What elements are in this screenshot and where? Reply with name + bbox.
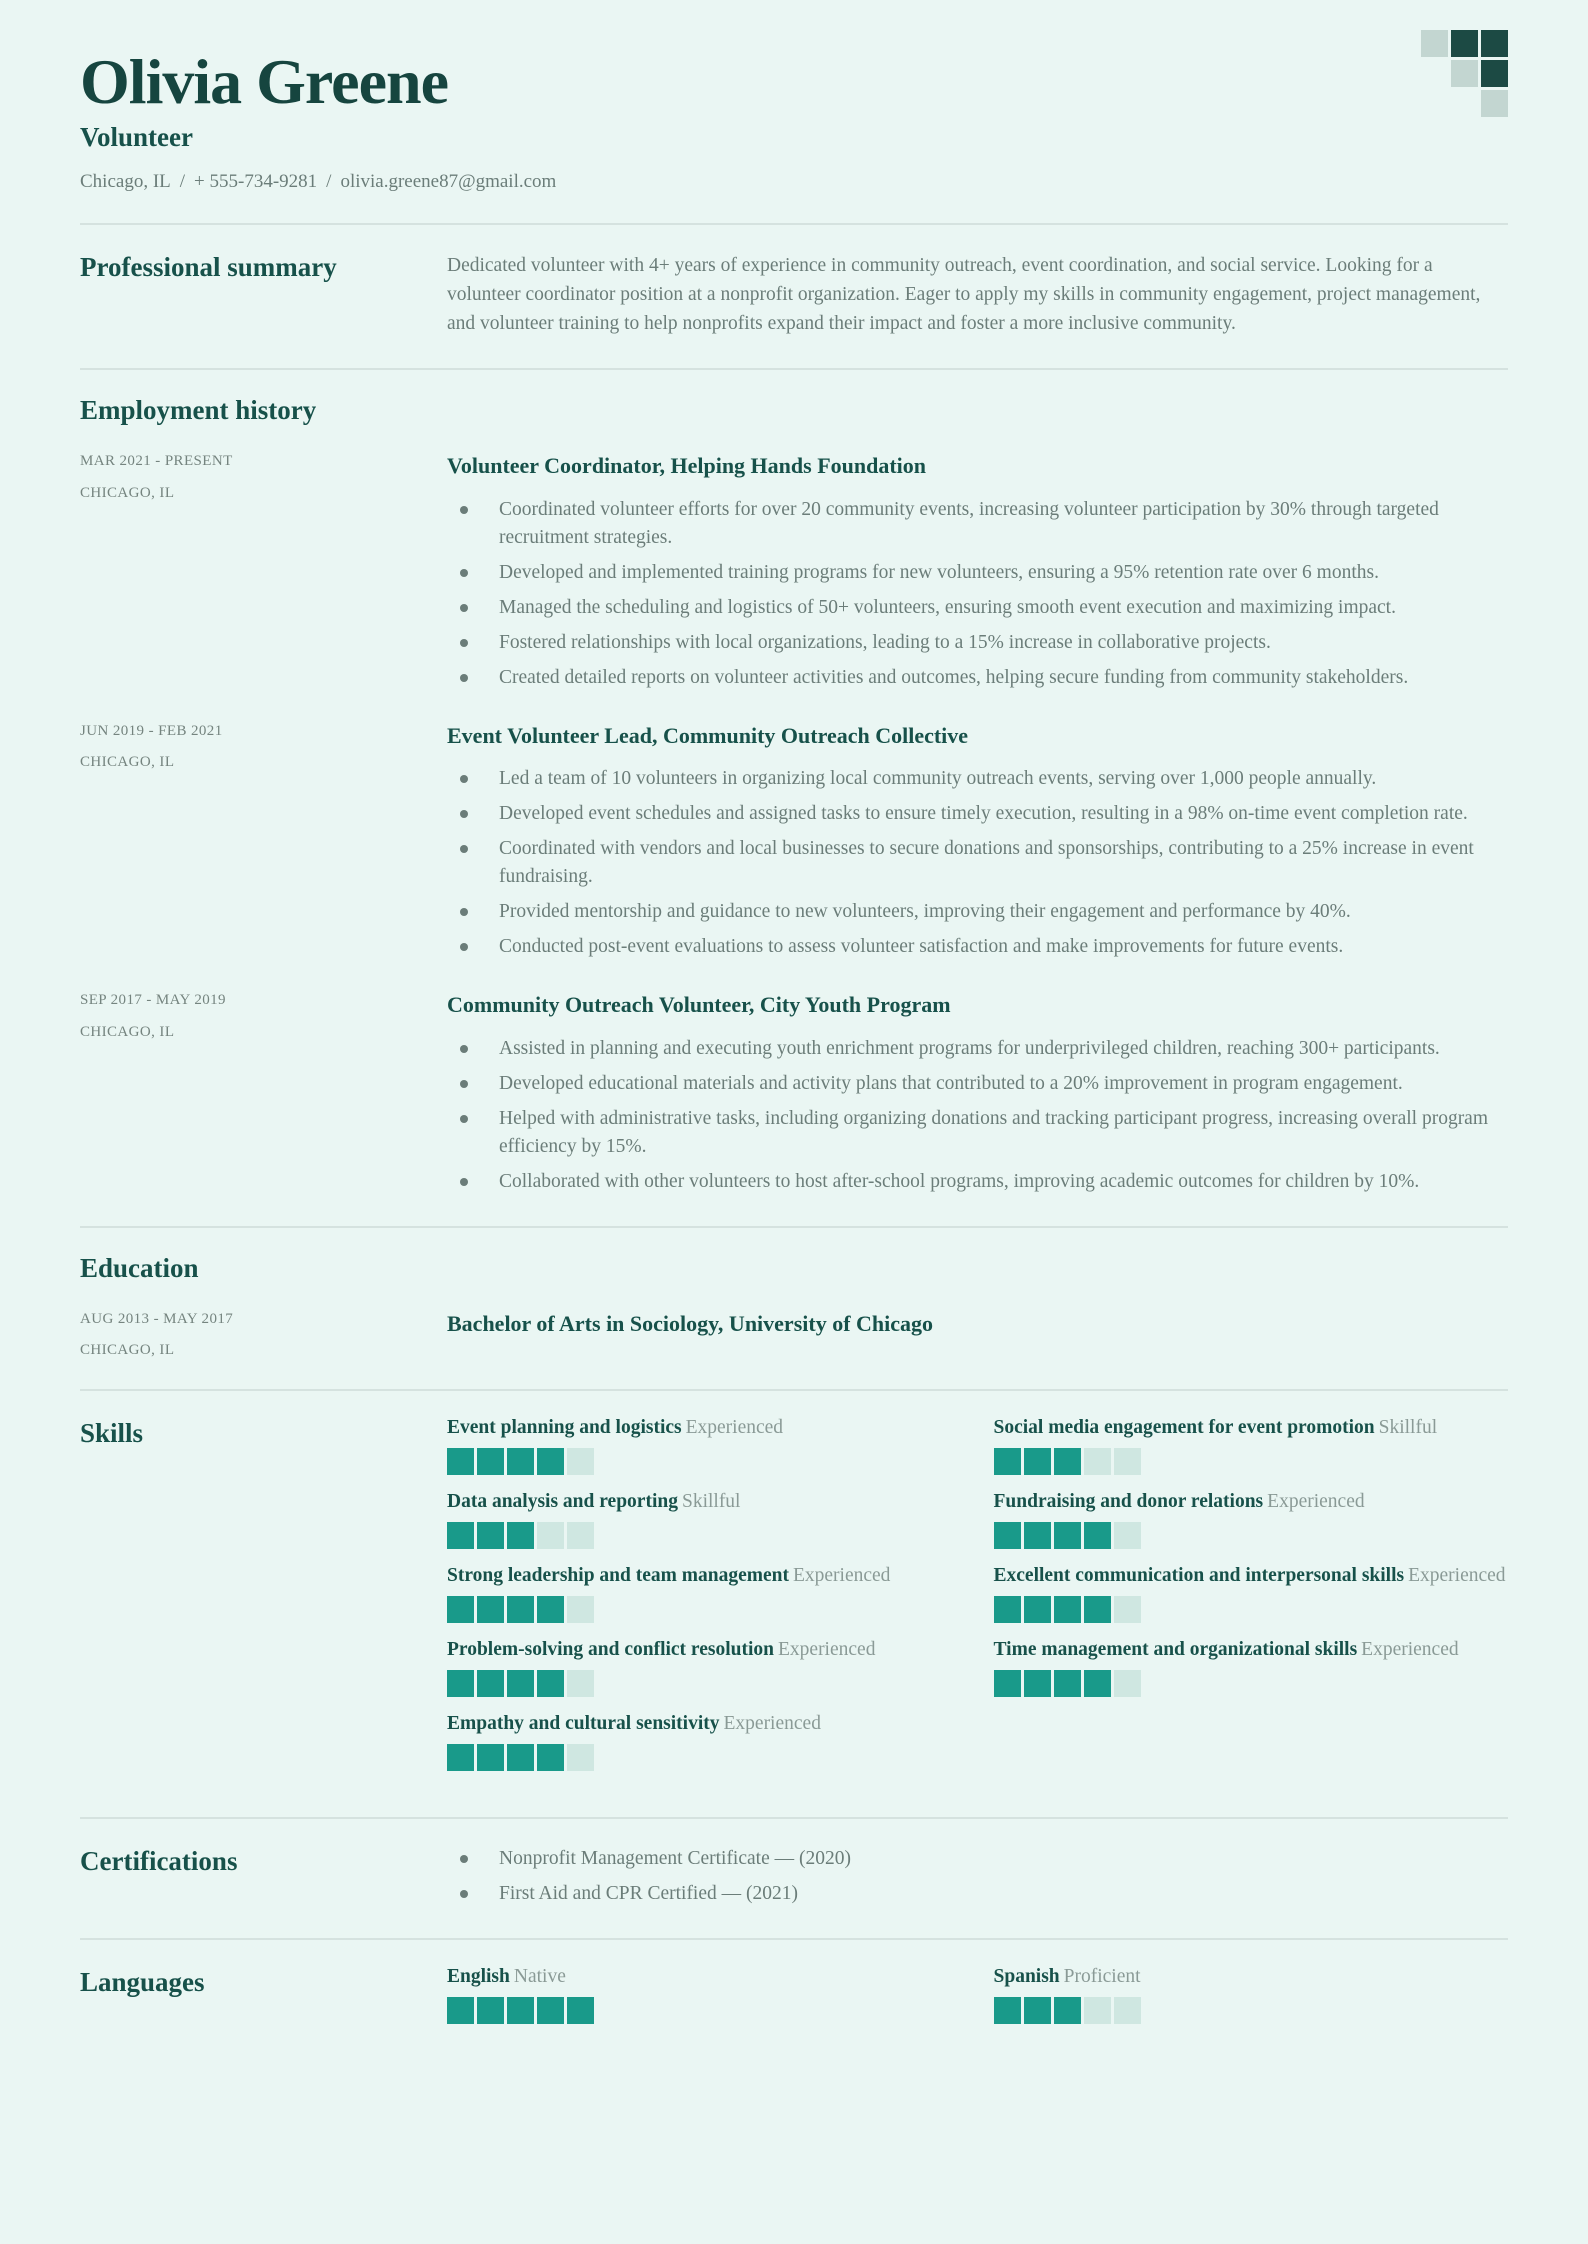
rating-segment — [507, 1744, 534, 1771]
skill-level: Skillful — [681, 1491, 741, 1513]
job-bullet-list — [447, 496, 1508, 692]
rating-segment — [994, 1670, 1021, 1697]
rating-segment — [447, 1448, 474, 1475]
rating-segment — [567, 1596, 594, 1623]
certifications-list — [447, 1845, 1508, 1908]
rating-segment — [1024, 1670, 1051, 1697]
rating-segment — [1084, 1448, 1111, 1475]
skill-level: Skillful — [1378, 1417, 1438, 1439]
section-certifications — [80, 1845, 1508, 1908]
job-title: Community Outreach Volunteer, City Youth Program — [447, 992, 951, 1018]
rating-segment — [537, 1670, 564, 1697]
rating-segment — [477, 1744, 504, 1771]
job-entry — [80, 991, 1508, 1196]
language-item — [447, 1966, 962, 2024]
skill-rating-bar — [994, 1448, 1509, 1475]
rating-segment — [1084, 1670, 1111, 1697]
rating-segment — [1114, 1997, 1141, 2024]
skill-rating-bar — [994, 1596, 1509, 1623]
rating-segment — [477, 1997, 504, 2024]
job-meta — [80, 452, 447, 502]
education-entry — [80, 1310, 1508, 1360]
rating-segment — [537, 1596, 564, 1623]
education-entries — [80, 1310, 1508, 1360]
skill-head — [994, 1565, 1509, 1587]
skill-head — [447, 1491, 962, 1513]
rating-segment — [994, 1997, 1021, 2024]
rating-segment — [477, 1596, 504, 1623]
rating-segment — [477, 1670, 504, 1697]
rating-segment — [447, 1596, 474, 1623]
rating-segment — [507, 1448, 534, 1475]
bullet-item: Created detailed reports on volunteer activities and outcomes, helping secure funding from community stakeholders. — [447, 664, 1508, 692]
skill-level: Experienced — [778, 1639, 876, 1661]
rating-segment — [567, 1448, 594, 1475]
rating-segment — [994, 1596, 1021, 1623]
skill-head — [447, 1713, 962, 1735]
skill-level: Experienced — [1267, 1491, 1365, 1513]
education-degree: Bachelor of Arts in Sociology, University of Chicago — [447, 1310, 934, 1336]
skill-label: Strong leadership and team management — [447, 1565, 789, 1587]
rating-segment — [567, 1997, 594, 2024]
languages-heading: Languages — [80, 1967, 205, 1998]
education-meta — [80, 1310, 447, 1360]
rating-segment — [567, 1744, 594, 1771]
bullet-item: Coordinated volunteer efforts for over 20 community events, increasing volunteer participation by 30% through targeted recruitment strategies. — [447, 496, 1508, 552]
skill-label: Event planning and logistics — [447, 1417, 682, 1439]
bullet-item: Developed educational materials and activity plans that contributed to a 20% improvement in program engagement. — [447, 1070, 1508, 1098]
rating-segment — [477, 1522, 504, 1549]
skill-item — [447, 1491, 962, 1549]
job-dates: JUN 2019 - FEB 2021 — [80, 722, 223, 739]
rating-segment — [1024, 1522, 1051, 1549]
logo-square — [1451, 60, 1478, 87]
rating-segment — [507, 1997, 534, 2024]
bullet-item: Developed event schedules and assigned tasks to ensure timely execution, resulting in a 98% on-time event completion rate. — [447, 800, 1508, 828]
skill-head — [994, 1491, 1509, 1513]
skill-rating-bar — [447, 1596, 962, 1623]
rating-segment — [1024, 1997, 1051, 2024]
rating-segment — [507, 1670, 534, 1697]
skill-rating-bar — [447, 1522, 962, 1549]
job-location: CHICAGO, IL — [80, 1023, 175, 1040]
rating-segment — [1054, 1448, 1081, 1475]
skill-label: Fundraising and donor relations — [993, 1491, 1264, 1513]
rating-segment — [994, 1522, 1021, 1549]
skill-level: Experienced — [1361, 1639, 1459, 1661]
language-level: Native — [513, 1966, 566, 1988]
job-meta — [80, 722, 447, 772]
person-name: Olivia Greene — [80, 46, 448, 117]
job-location: CHICAGO, IL — [80, 754, 175, 771]
employment-heading: Employment history — [80, 394, 317, 425]
person-job-title: Volunteer — [80, 121, 193, 152]
skill-head — [447, 1417, 962, 1439]
skill-label: Empathy and cultural sensitivity — [447, 1713, 720, 1735]
bullet-item: Assisted in planning and executing youth enrichment programs for underprivileged children, reaching 300+ participants. — [447, 1035, 1508, 1063]
summary-text: Dedicated volunteer with 4+ years of experience in community outreach, event coordination, and social service. Looking for a volunteer coordinator position at a nonprofit organization. Eager to apply my skills in community engagement, project management, and volunteer training to help nonprofits expand their impact and foster a more inclusive community. — [447, 254, 1481, 334]
skills-grid — [447, 1417, 1508, 1787]
section-education — [80, 1252, 1508, 1360]
skill-level: Experienced — [723, 1713, 821, 1735]
skill-rating-bar — [447, 1448, 962, 1475]
section-professional-summary — [80, 251, 1508, 338]
bullet-item: Managed the scheduling and logistics of 50+ volunteers, ensuring smooth event execution and maximizing impact. — [447, 594, 1508, 622]
education-location: CHICAGO, IL — [80, 1342, 175, 1359]
job-bullet-list — [447, 765, 1508, 961]
job-body — [447, 452, 1508, 692]
rating-segment — [1114, 1670, 1141, 1697]
job-meta — [80, 991, 447, 1041]
skill-item — [994, 1491, 1509, 1549]
rating-segment — [537, 1522, 564, 1549]
rating-segment — [447, 1744, 474, 1771]
certification-item: Nonprofit Management Certificate — (2020) — [447, 1845, 1508, 1873]
rating-segment — [1054, 1596, 1081, 1623]
job-title: Event Volunteer Lead, Community Outreach Collective — [447, 722, 969, 748]
skill-item — [994, 1565, 1509, 1623]
divider — [80, 1938, 1508, 1940]
skill-item — [447, 1639, 962, 1697]
divider — [80, 1817, 1508, 1819]
skill-label: Excellent communication and interpersonal skills — [993, 1565, 1405, 1587]
skill-item — [447, 1417, 962, 1475]
rating-segment — [1054, 1997, 1081, 2024]
contact-email: olivia.greene87@gmail.com — [340, 170, 557, 192]
rating-segment — [537, 1744, 564, 1771]
rating-segment — [1084, 1596, 1111, 1623]
rating-segment — [994, 1448, 1021, 1475]
job-body — [447, 991, 1508, 1196]
rating-segment — [1084, 1522, 1111, 1549]
skill-level: Experienced — [792, 1565, 891, 1587]
job-title: Volunteer Coordinator, Helping Hands Foundation — [447, 453, 927, 479]
rating-segment — [447, 1997, 474, 2024]
language-level: Proficient — [1063, 1966, 1141, 1988]
contact-phone: + 555-734-9281 — [194, 170, 318, 192]
skill-rating-bar — [994, 1522, 1509, 1549]
rating-segment — [507, 1596, 534, 1623]
skills-heading: Skills — [80, 1418, 144, 1449]
skill-item — [994, 1417, 1509, 1475]
job-entry — [80, 722, 1508, 962]
rating-segment — [507, 1522, 534, 1549]
job-bullet-list — [447, 1035, 1508, 1196]
skill-label: Problem-solving and conflict resolution — [447, 1639, 774, 1661]
contact-separator: / — [179, 170, 186, 192]
skill-item — [994, 1639, 1509, 1697]
skill-rating-bar — [447, 1744, 962, 1771]
section-employment-history — [80, 394, 1508, 1196]
language-rating-bar — [994, 1997, 1509, 2024]
skill-head — [447, 1565, 962, 1587]
job-location: CHICAGO, IL — [80, 484, 175, 501]
section-languages — [80, 1966, 1508, 2040]
rating-segment — [1084, 1997, 1111, 2024]
language-name: English — [447, 1966, 510, 1988]
logo-square — [1421, 30, 1448, 57]
certifications-heading: Certifications — [80, 1846, 238, 1877]
section-skills — [80, 1417, 1508, 1787]
rating-segment — [447, 1522, 474, 1549]
logo-square — [1481, 90, 1508, 117]
skill-rating-bar — [447, 1670, 962, 1697]
logo-square — [1451, 30, 1478, 57]
divider — [80, 223, 1508, 225]
job-body — [447, 722, 1508, 962]
language-head — [447, 1966, 962, 1988]
divider — [80, 1389, 1508, 1391]
logo-square — [1481, 60, 1508, 87]
bullet-item: Helped with administrative tasks, including organizing donations and tracking participant progress, increasing overall program efficiency by 15%. — [447, 1105, 1508, 1161]
bullet-item: Provided mentorship and guidance to new volunteers, improving their engagement and performance by 40%. — [447, 898, 1508, 926]
skill-item — [447, 1713, 962, 1771]
rating-segment — [1024, 1596, 1051, 1623]
skill-rating-bar — [994, 1670, 1509, 1697]
skill-head — [994, 1417, 1509, 1439]
skill-label: Social media engagement for event promotion — [993, 1417, 1375, 1439]
divider — [80, 368, 1508, 370]
job-dates: SEP 2017 - MAY 2019 — [80, 992, 226, 1009]
languages-grid — [447, 1966, 1508, 2040]
skill-label: Data analysis and reporting — [447, 1491, 678, 1513]
rating-segment — [447, 1670, 474, 1697]
logo-square — [1481, 30, 1508, 57]
language-name: Spanish — [993, 1966, 1060, 1988]
skill-label: Time management and organizational skills — [993, 1639, 1358, 1661]
divider — [80, 1226, 1508, 1228]
job-dates: MAR 2021 - PRESENT — [80, 453, 233, 470]
skill-item — [447, 1565, 962, 1623]
rating-segment — [537, 1997, 564, 2024]
rating-segment — [567, 1522, 594, 1549]
rating-segment — [567, 1670, 594, 1697]
language-item — [994, 1966, 1509, 2024]
rating-segment — [1114, 1522, 1141, 1549]
skill-level: Experienced — [685, 1417, 784, 1439]
employment-entries — [80, 452, 1508, 1196]
rating-segment — [477, 1448, 504, 1475]
language-rating-bar — [447, 1997, 962, 2024]
bullet-item: Coordinated with vendors and local businesses to secure donations and sponsorships, contributing to a 25% increase in event fundraising. — [447, 835, 1508, 891]
rating-segment — [1024, 1448, 1051, 1475]
skill-head — [994, 1639, 1509, 1661]
certification-item: First Aid and CPR Certified — (2021) — [447, 1880, 1508, 1908]
rating-segment — [1114, 1596, 1141, 1623]
logo-icon — [1421, 30, 1508, 117]
contact-location: Chicago, IL — [80, 170, 171, 192]
rating-segment — [1054, 1522, 1081, 1549]
skill-level: Experienced — [1408, 1565, 1506, 1587]
rating-segment — [1114, 1448, 1141, 1475]
language-head — [994, 1966, 1509, 1988]
bullet-item: Conducted post-event evaluations to assess volunteer satisfaction and make improvements for future events. — [447, 933, 1508, 961]
skill-head — [447, 1639, 962, 1661]
education-body — [447, 1310, 1508, 1338]
rating-segment — [537, 1448, 564, 1475]
header — [80, 0, 1508, 193]
job-entry — [80, 452, 1508, 692]
bullet-item: Fostered relationships with local organizations, leading to a 15% increase in collaborative projects. — [447, 629, 1508, 657]
education-dates: AUG 2013 - MAY 2017 — [80, 1310, 234, 1327]
rating-segment — [1054, 1670, 1081, 1697]
education-heading: Education — [80, 1252, 199, 1283]
bullet-item: Led a team of 10 volunteers in organizing local community outreach events, serving over 1,000 people annually. — [447, 765, 1508, 793]
contact-line — [80, 171, 1508, 193]
bullet-item: Collaborated with other volunteers to host after-school programs, improving academic outcomes for children by 10%. — [447, 1168, 1508, 1196]
summary-heading: Professional summary — [80, 251, 337, 282]
contact-separator: / — [326, 170, 332, 192]
bullet-item: Developed and implemented training programs for new volunteers, ensuring a 95% retention rate over 6 months. — [447, 559, 1508, 587]
